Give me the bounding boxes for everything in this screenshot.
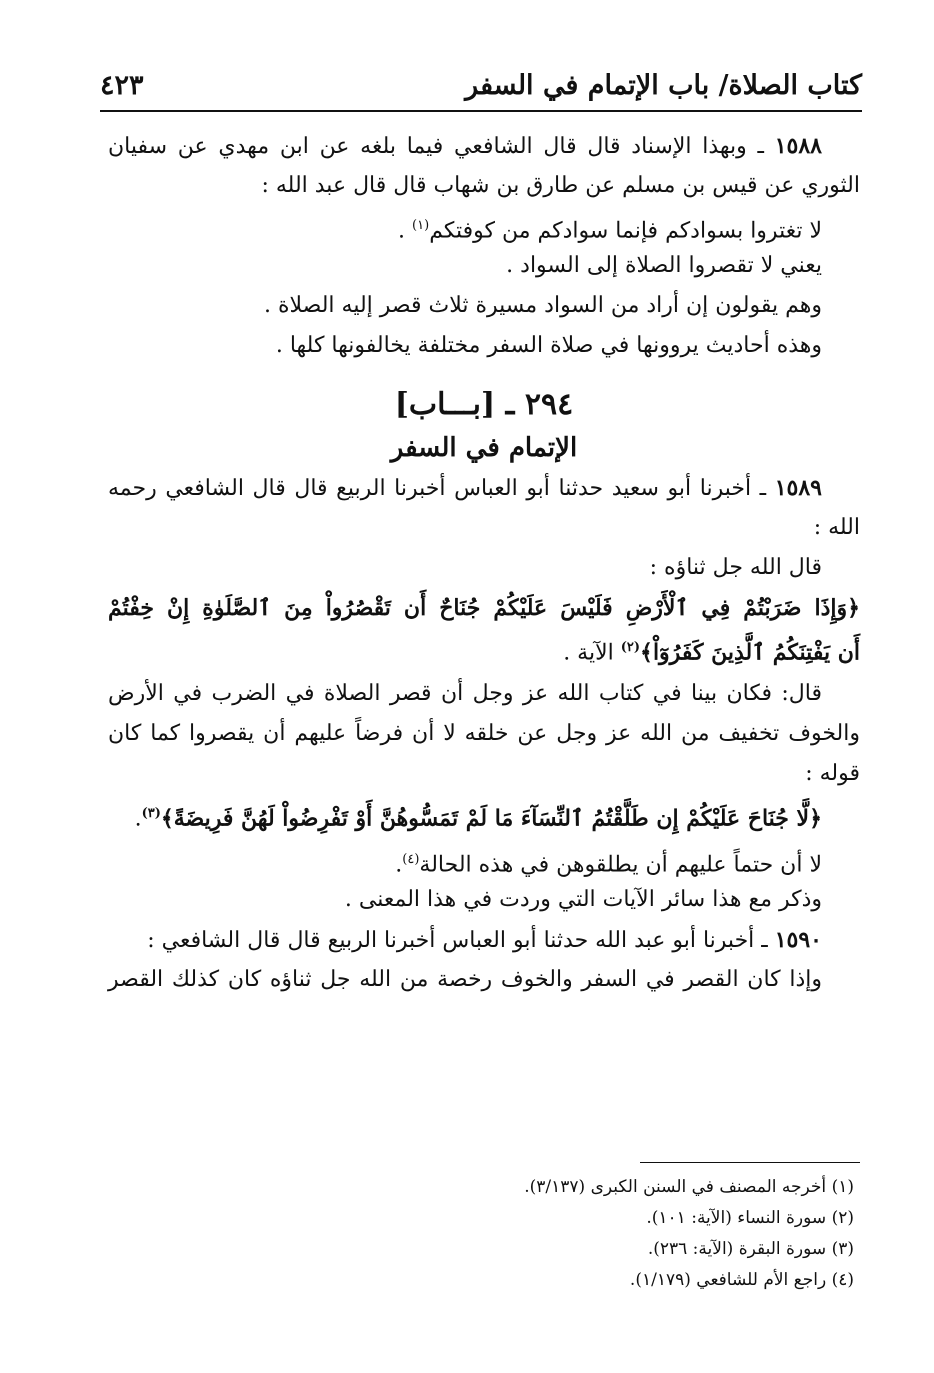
footnote-ref: (٤): [402, 852, 420, 867]
footnote-3: [254, 1234, 854, 1265]
hadith-1588-line-1: [108, 126, 860, 166]
footnote-4: [254, 1265, 854, 1296]
hadith-number: ١٥٨٩: [774, 475, 822, 501]
text-end: .: [134, 806, 142, 832]
footnote-ref: (١): [412, 218, 430, 233]
text: لا تغتروا بسوادكم فإنما سوادكم من كوفتكم: [429, 218, 822, 244]
footnote-text: سورة البقرة (الآية: ٢٣٦).: [647, 1239, 827, 1259]
hadith-1589-line-2: الله :: [813, 515, 860, 540]
footnote-number: (١): [831, 1177, 854, 1197]
quran-verse-line-2: [108, 628, 860, 668]
text-end: .: [395, 852, 403, 878]
chapter-title: الإتمام في السفر: [390, 433, 578, 463]
main-text: [108, 126, 860, 1000]
footnote-1: [254, 1172, 854, 1203]
hadith-1589-line-4: قال: فكان بينا في كتاب الله عز وجل أن قصر الصلاة في الضرب في الأرض: [108, 681, 822, 706]
text-end: الآية .: [563, 640, 621, 666]
hadith-1589-line-8: وذكر مع هذا سائر الآيات التي وردت في هذا المعنى .: [344, 887, 822, 912]
quran-text: أَن يَفْتِنَكُمُ ٱلَّذِينَ كَفَرُوٓاْ﴾: [640, 639, 860, 666]
hadith-1588-line-6: وهذه أحاديث يروونها في صلاة السفر مختلفة يخالفونها كلها .: [275, 333, 822, 358]
footnote-rule: [640, 1162, 860, 1163]
hadith-1588-line-4: يعني لا تقصروا الصلاة إلى السواد .: [506, 253, 822, 278]
quran-verse-line-1: ﴿وَإِذَا ضَرَبْتُمْ فِي ٱلْأَرْضِ فَلَيْسَ عَلَيْكُمْ جُنَاحٌ أَن تَقْصُرُواْ مِنَ ٱلصَّلَوٰةِ إِنْ خِفْتُمْ: [108, 595, 860, 621]
quran-text: ﴿لَّا جُنَاحَ عَلَيْكُمْ إِن طَلَّقْتُمُ ٱلنِّسَآءَ مَا لَمْ تَمَسُّوهُنَّ أَوْ تَفْرِضُواْ لَهُنَّ فَرِيضَةً﴾: [160, 805, 822, 832]
footnote-number: (٣): [831, 1239, 854, 1259]
footnote-text: أخرجه المصنف في السنن الكبرى (٣/١٣٧).: [524, 1177, 827, 1197]
footnote-ref: (٣): [141, 806, 161, 821]
footnote-text: سورة النساء (الآية: ١٠١).: [646, 1208, 827, 1228]
hadith-number: ١٥٩٠: [774, 927, 822, 953]
hadith-1589-line-7: [108, 840, 860, 880]
footnote-ref: (٢): [620, 640, 641, 655]
text-end: .: [398, 218, 413, 244]
text: لا أن حتماً عليهم أن يطلقوهن في هذه الحالة: [419, 852, 822, 878]
footnote-number: (٢): [831, 1208, 854, 1228]
text: ـ أخبرنا أبو سعيد حدثنا أبو العباس أخبرنا الربيع قال قال الشافعي رحمه: [108, 476, 767, 501]
hadith-1590-line-1: [108, 920, 860, 960]
hadith-1589-line-1: [108, 468, 860, 508]
footnotes: [254, 1172, 854, 1296]
hadith-number: ١٥٨٨: [774, 133, 822, 159]
hadith-1588-line-5: وهم يقولون إن أراد من السواد مسيرة ثلاث قصر إليه الصلاة .: [264, 293, 822, 318]
header-rule: [100, 110, 862, 112]
hadith-1588-line-3: [108, 206, 860, 246]
hadith-1588-line-2: الثوري عن قيس بن مسلم عن طارق بن شهاب قال قال عبد الله :: [261, 173, 860, 198]
footnote-2: [254, 1203, 854, 1234]
hadith-1589-line-5: والخوف تخفيف من الله عز وجل عن خلقه لا أن فرضاً عليهم أن يقصروا كما كان: [108, 721, 860, 746]
page-header: [100, 58, 862, 110]
chapter-heading: [108, 382, 860, 468]
hadith-1589-line-6: قوله :: [805, 761, 860, 786]
text: ـ أخبرنا أبو عبد الله حدثنا أبو العباس أخبرنا الربيع قال قال الشافعي :: [147, 928, 768, 953]
text: ـ وبهذا الإسناد قال قال الشافعي فيما بلغه عن ابن مهدي عن سفيان: [108, 134, 764, 159]
hadith-1589-line-3: قال الله جل ثناؤه :: [649, 555, 822, 580]
footnote-number: (٤): [831, 1270, 854, 1290]
page-number: ٤٢٣: [100, 70, 144, 101]
footnote-text: راجع الأم للشافعي (١/١٧٩).: [629, 1270, 827, 1290]
chapter-number: ٢٩٤ ـ [بـــاب]: [394, 387, 574, 422]
quran-verse-2: [108, 794, 860, 834]
running-title: كتاب الصلاة/ باب الإتمام في السفر: [465, 70, 862, 101]
hadith-1590-line-2: وإذا كان القصر في السفر والخوف رخصة من الله جل ثناؤه كان كذلك القصر: [108, 967, 822, 992]
